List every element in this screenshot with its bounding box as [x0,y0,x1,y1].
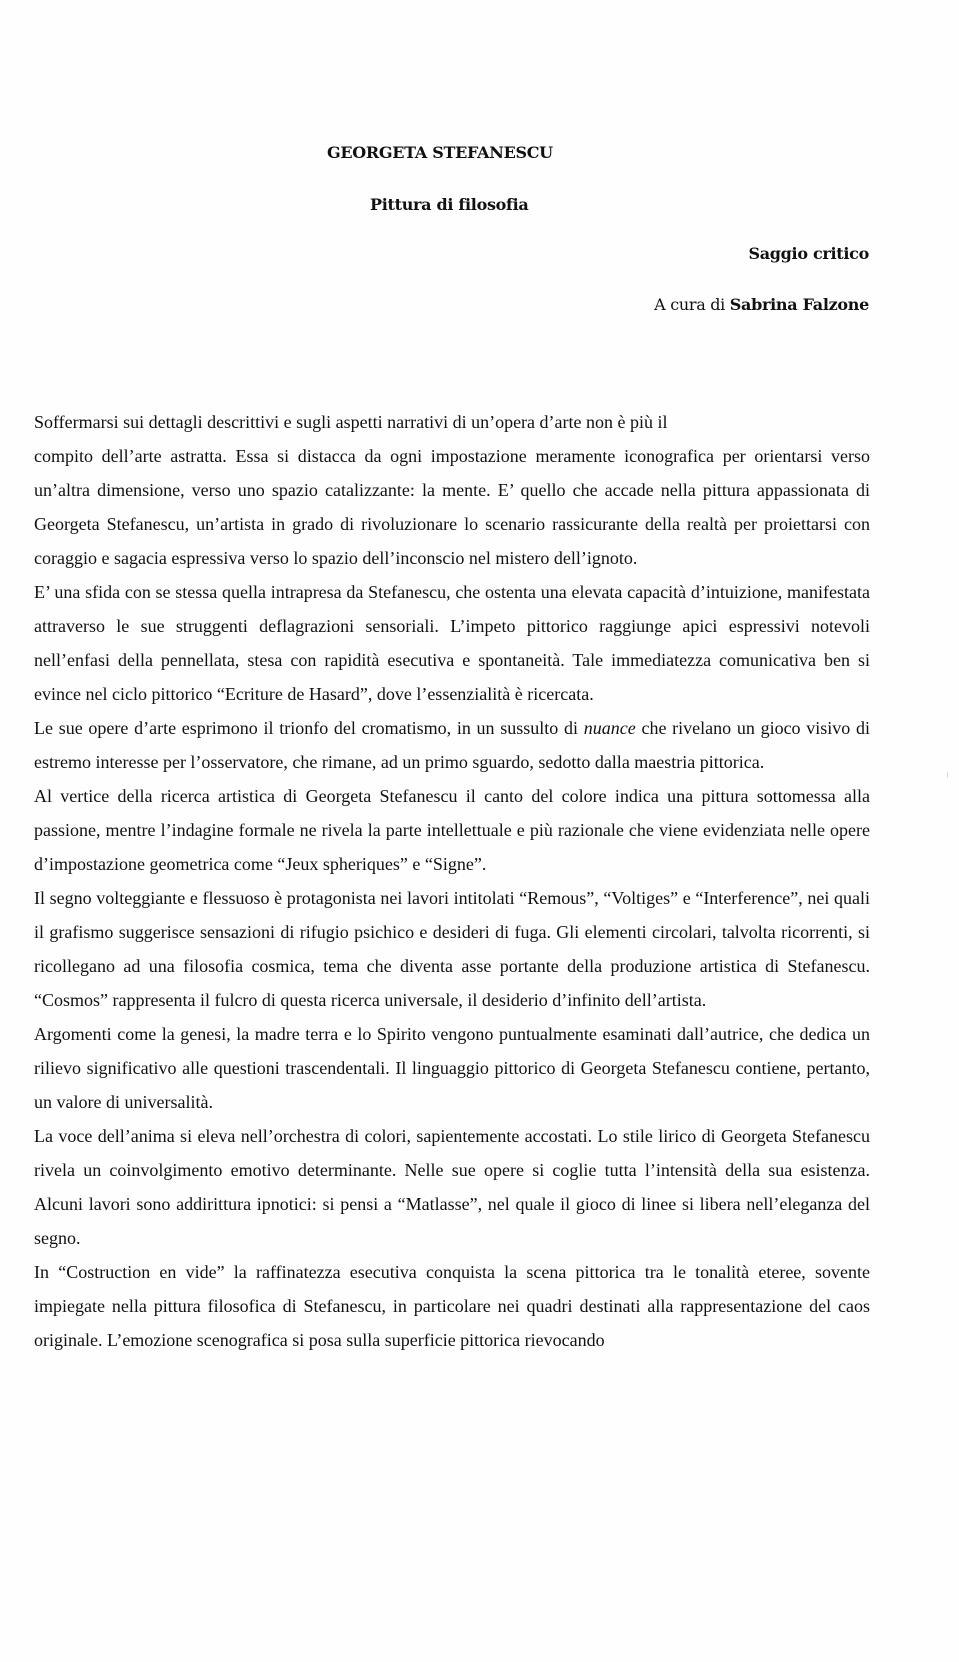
paragraph-soul: La voce dell’anima si eleva nell’orchestra di colori, sapientemente accostati. Lo stile lirico di Georgeta Stefanescu rivela un coinvolgimento emotivo determinante. Nelle sue opere si coglie tutta l’intensità della sua esistenza. Alcuni lavori sono addirittura ipnotici: si pensi a “Matlasse”, nel quale il gioco di linee si libera nell’eleganza del segno. [34,1126,870,1248]
paragraph-chromatism-start: Le sue opere d’arte esprimono il trionfo del cromatismo, in un sussulto di [34,718,584,738]
paragraph-sign: Il segno volteggiante e flessuoso è protagonista nei lavori intitolati “Remous”, “Voltiges” e “Interference”, nei quali il grafismo suggerisce sensazioni di rifugio psichico e desideri di fuga. Gli elementi circolari, talvolta ricorrenti, si ricollegano ad una filosofia cosmica, tema che diventa asse portante della produzione artistica di Stefanescu. “Cosmos” rappresenta il fulcro di questa ricerca universale, il desiderio d’infinito dell’artista. [34,888,870,1010]
essay-type-label: Saggio critico [748,244,869,263]
curator-name: Sabrina Falzone [729,295,869,314]
italic-term-nuance: nuance [583,718,636,738]
paragraph-chromatism-end: che rivelano un gioco visivo di estremo interesse per l’osservatore, che rimane, ad un primo sguardo, sedotto dalla maestria pittorica. [34,718,870,772]
essay-body [34,405,870,1357]
curator-line [654,295,869,314]
paragraph-challenge: E’ una sfida con se stessa quella intrapresa da Stefanescu, che ostenta una elevata capacità d’intuizione, manifestata attraverso le sue struggenti deflagrazioni sensoriali. L’impeto pittorico raggiunge apici espressivi notevoli nell’enfasi della pennellata, stesa con rapidità esecutiva e spontaneità. Tale immediatezza comunicativa ben si evince nel ciclo pittorico “Ecriture de Hasard”, dove l’essenzialità è ricercata. [34,582,870,704]
paragraph-intro: compito dell’arte astratta. Essa si distacca da ogni impostazione meramente iconografica per orientarsi verso un’altra dimensione, verso uno spazio catalizzante: la mente. E’ quello che accade nella pittura appassionata di Georgeta Stefanescu, un’artista in grado di rivoluzionare lo scenario rassicurante della realtà per proiettarsi con coraggio e sagacia espressiva verso lo spazio dell’inconscio nel mistero dell’ignoto. [34,446,870,568]
document-title: GEORGETA STEFANESCU [327,143,553,162]
paragraph-chromatism [34,711,870,779]
paragraph-research: Al vertice della ricerca artistica di Georgeta Stefanescu il canto del colore indica una pittura sottomessa alla passione, mentre l’indagine formale ne rivela la parte intellettuale e più razionale che viene evidenziata nelle opere d’impostazione geometrica come “Jeux spheriques” e “Signe”. [34,786,870,874]
curator-prefix: A cura di [654,295,725,314]
paragraph-intro-first-line: Soffermarsi sui dettagli descrittivi e sugli aspetti narrativi di un’opera d’arte non è più il [34,412,668,432]
paragraph-costruction: In “Costruction en vide” la raffinatezza esecutiva conquista la scena pittorica tra le tonalità eteree, sovente impiegate nella pittura filosofica di Stefanescu, in particolare nei quadri destinati alla rappresentazione del caos originale. L’emozione scenografica si posa sulla superficie pittorica rievocando [34,1262,870,1350]
document-subtitle: Pittura di filosofia [370,195,529,214]
scan-artifact [947,772,948,778]
paragraph-themes: Argomenti come la genesi, la madre terra e lo Spirito vengono puntualmente esaminati dall’autrice, che dedica un rilievo significativo alle questioni trascendentali. Il linguaggio pittorico di Georgeta Stefanescu contiene, pertanto, un valore di universalità. [34,1024,870,1112]
